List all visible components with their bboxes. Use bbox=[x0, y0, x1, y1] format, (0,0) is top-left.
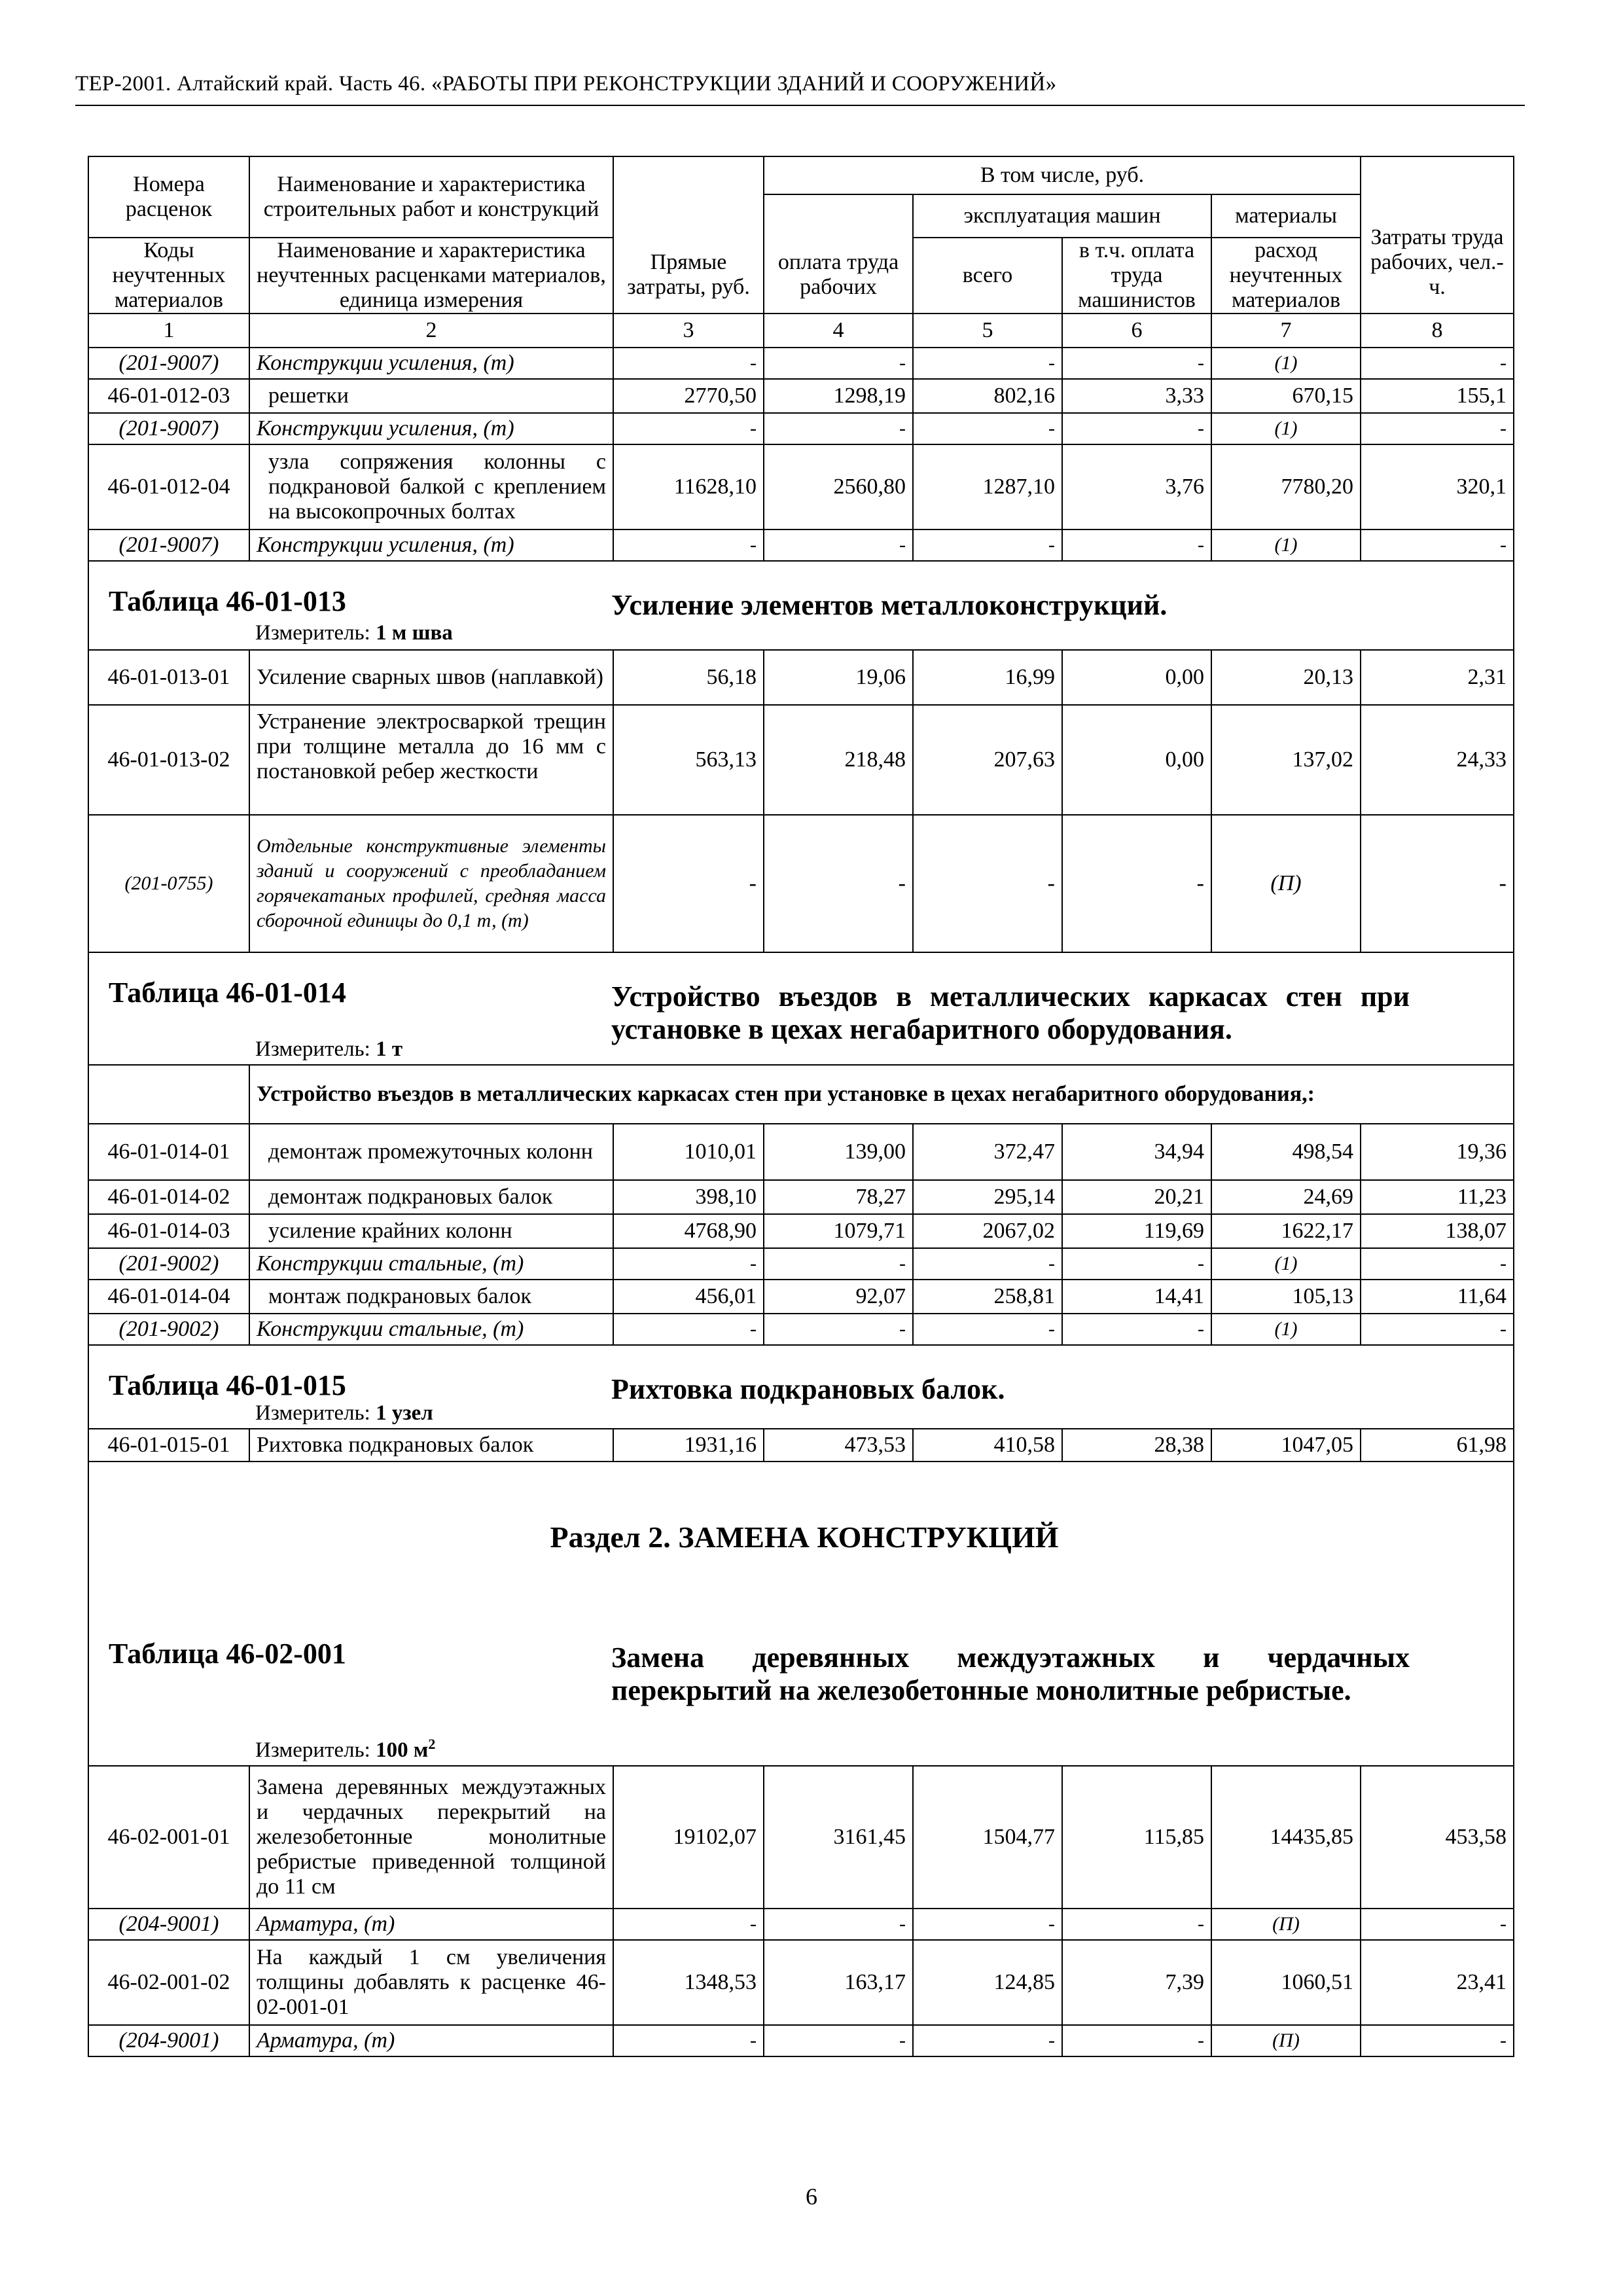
cell: - bbox=[1062, 1909, 1211, 1940]
material-code: (201-9007) bbox=[88, 529, 249, 561]
cell: - bbox=[1062, 1314, 1211, 1345]
cell: (П) bbox=[1211, 2025, 1361, 2056]
section-row bbox=[88, 1462, 1514, 1766]
cell: - bbox=[1361, 1909, 1514, 1940]
cell: 372,47 bbox=[913, 1124, 1062, 1180]
material-row bbox=[88, 348, 1514, 379]
col2-top-header: Наименование и характеристика строительных работ и конструкций bbox=[249, 156, 613, 238]
table-title-row bbox=[88, 561, 1514, 650]
col6-header: в т.ч. оплата труда машинистов bbox=[1062, 238, 1211, 314]
cell: 105,13 bbox=[1211, 1280, 1361, 1314]
cell: - bbox=[764, 2025, 913, 2056]
cell: 24,69 bbox=[1211, 1180, 1361, 1214]
cell: 320,1 bbox=[1361, 444, 1514, 529]
material-row bbox=[88, 1909, 1514, 1940]
column-number-row bbox=[88, 314, 1514, 348]
cell: 11,23 bbox=[1361, 1180, 1514, 1214]
rate-row bbox=[88, 1124, 1514, 1180]
unit-value: 1 узел bbox=[376, 1401, 433, 1425]
material-name: Конструкции усиления, (т) bbox=[249, 413, 613, 444]
rate-code: 46-01-013-02 bbox=[88, 705, 249, 815]
column-number: 6 bbox=[1062, 314, 1211, 348]
rate-name: Устранение электросваркой трещин при толщине металла до 16 мм с постановкой ребер жесткости bbox=[249, 705, 613, 815]
cell: 61,98 bbox=[1361, 1429, 1514, 1462]
cell: - bbox=[764, 348, 913, 379]
cell: - bbox=[1361, 1314, 1514, 1345]
col2-bottom-header: Наименование и характеристика неучтенных расценками материалов, единица измерения bbox=[249, 238, 613, 314]
cell: 92,07 bbox=[764, 1280, 913, 1314]
rate-row bbox=[88, 1280, 1514, 1314]
cell: - bbox=[1062, 2025, 1211, 2056]
rate-name: монтаж подкрановых балок bbox=[249, 1280, 613, 1314]
cell: - bbox=[1361, 815, 1514, 952]
column-number: 4 bbox=[764, 314, 913, 348]
material-name: Конструкции усиления, (т) bbox=[249, 348, 613, 379]
cell: - bbox=[613, 1248, 764, 1280]
col5-header: всего bbox=[913, 238, 1062, 314]
material-name: Арматура, (т) bbox=[249, 2025, 613, 2056]
rate-code: 46-02-001-02 bbox=[88, 1940, 249, 2025]
cell: - bbox=[764, 1248, 913, 1280]
table-label: Таблица 46-01-014 bbox=[109, 977, 346, 1009]
material-row bbox=[88, 815, 1514, 952]
cell: - bbox=[613, 2025, 764, 2056]
unit-value: 1 т bbox=[376, 1037, 403, 1061]
cell: 19,06 bbox=[764, 650, 913, 705]
rate-name: Рихтовка подкрановых балок bbox=[249, 1429, 613, 1462]
rate-name: узла сопряжения колонны с подкрановой балкой с креплением на высокопрочных болтах bbox=[249, 444, 613, 529]
cell: 2560,80 bbox=[764, 444, 913, 529]
cell: 23,41 bbox=[1361, 1940, 1514, 2025]
rate-name: усиление крайних колонн bbox=[249, 1214, 613, 1248]
cell: 218,48 bbox=[764, 705, 913, 815]
unit-value-text: 100 м bbox=[376, 1738, 429, 1762]
table-label: Таблица 46-02-001 bbox=[109, 1638, 346, 1670]
cell: (1) bbox=[1211, 529, 1361, 561]
table-title-row bbox=[88, 1345, 1514, 1429]
cell: 473,53 bbox=[764, 1429, 913, 1462]
cell: - bbox=[913, 1248, 1062, 1280]
column-number: 1 bbox=[88, 314, 249, 348]
material-row bbox=[88, 413, 1514, 444]
material-code: (201-0755) bbox=[88, 815, 249, 952]
cell: 2770,50 bbox=[613, 379, 764, 413]
unit-label: Измеритель: bbox=[255, 1037, 370, 1061]
cell: 1504,77 bbox=[913, 1766, 1062, 1909]
cell: - bbox=[1361, 1248, 1514, 1280]
material-code: (201-9002) bbox=[88, 1314, 249, 1345]
cell: - bbox=[913, 348, 1062, 379]
cell: 1047,05 bbox=[1211, 1429, 1361, 1462]
cell: 802,16 bbox=[913, 379, 1062, 413]
cell: 1060,51 bbox=[1211, 1940, 1361, 2025]
material-row bbox=[88, 1248, 1514, 1280]
cell: 0,00 bbox=[1062, 705, 1211, 815]
material-name: Конструкции стальные, (т) bbox=[249, 1314, 613, 1345]
cell: (П) bbox=[1211, 815, 1361, 952]
table-title: Устройство въездов в металлических каркасах стен при установке в цехах негабаритного оборудования. bbox=[611, 980, 1410, 1045]
cell: 1010,01 bbox=[613, 1124, 764, 1180]
cell: 155,1 bbox=[1361, 379, 1514, 413]
unit-superscript: 2 bbox=[428, 1736, 436, 1752]
column-number: 3 bbox=[613, 314, 764, 348]
cell: - bbox=[764, 413, 913, 444]
cell: - bbox=[764, 1314, 913, 1345]
rate-code: 46-01-013-01 bbox=[88, 650, 249, 705]
empty-cell bbox=[88, 1065, 249, 1124]
material-row bbox=[88, 1314, 1514, 1345]
cell: 1348,53 bbox=[613, 1940, 764, 2025]
rate-code: 46-01-014-01 bbox=[88, 1124, 249, 1180]
cell: (1) bbox=[1211, 348, 1361, 379]
unit-line bbox=[109, 1401, 611, 1426]
rate-row bbox=[88, 1180, 1514, 1214]
cell: 19102,07 bbox=[613, 1766, 764, 1909]
material-name: Конструкции стальные, (т) bbox=[249, 1248, 613, 1280]
unit-value: 1 м шва bbox=[376, 621, 453, 645]
cell: 398,10 bbox=[613, 1180, 764, 1214]
cell: 7780,20 bbox=[1211, 444, 1361, 529]
cell: 1931,16 bbox=[613, 1429, 764, 1462]
unit-line bbox=[109, 1732, 611, 1763]
cell: 28,38 bbox=[1062, 1429, 1211, 1462]
cell: 3,33 bbox=[1062, 379, 1211, 413]
cell: 163,17 bbox=[764, 1940, 913, 2025]
rate-row bbox=[88, 1940, 1514, 2025]
section-title: Раздел 2. ЗАМЕНА КОНСТРУКЦИЙ bbox=[550, 1520, 1059, 1554]
cell: 0,00 bbox=[1062, 650, 1211, 705]
rate-name: Замена деревянных междуэтажных и чердачных перекрытий на железобетонные монолитные ребристые приведенной толщиной до 11 см bbox=[249, 1766, 613, 1909]
cell: - bbox=[913, 1909, 1062, 1940]
material-row bbox=[88, 529, 1514, 561]
table-title-row bbox=[88, 952, 1514, 1065]
cell: 14435,85 bbox=[1211, 1766, 1361, 1909]
rate-row bbox=[88, 650, 1514, 705]
cell: 207,63 bbox=[913, 705, 1062, 815]
cell: - bbox=[613, 529, 764, 561]
cell: 258,81 bbox=[913, 1280, 1062, 1314]
cell: 56,18 bbox=[613, 650, 764, 705]
cell: - bbox=[1062, 529, 1211, 561]
cell: 563,13 bbox=[613, 705, 764, 815]
unit-label: Измеритель: bbox=[255, 621, 370, 645]
cell: 138,07 bbox=[1361, 1214, 1514, 1248]
cell: - bbox=[613, 1314, 764, 1345]
unit-label: Измеритель: bbox=[255, 1738, 370, 1762]
unit-line bbox=[109, 1037, 611, 1062]
table-title: Замена деревянных междуэтажных и чердачных перекрытий на железобетонные монолитные ребристые. bbox=[611, 1641, 1410, 1706]
material-code: (201-9007) bbox=[88, 348, 249, 379]
col8-header: Затраты труда рабочих, чел.-ч. bbox=[1361, 156, 1514, 314]
cell: (1) bbox=[1211, 413, 1361, 444]
cell: 20,13 bbox=[1211, 650, 1361, 705]
column-number: 5 bbox=[913, 314, 1062, 348]
including-header: В том числе, руб. bbox=[764, 156, 1361, 194]
rate-row bbox=[88, 1214, 1514, 1248]
cell: 124,85 bbox=[913, 1940, 1062, 2025]
rate-name: демонтаж промежуточных колонн bbox=[249, 1124, 613, 1180]
cell: 2,31 bbox=[1361, 650, 1514, 705]
cell: - bbox=[1361, 2025, 1514, 2056]
table-title: Усиление элементов металлоконструкций. bbox=[611, 589, 1168, 621]
material-code: (201-9007) bbox=[88, 413, 249, 444]
col1-top-header: Номера расценок bbox=[88, 156, 249, 238]
cell: - bbox=[613, 413, 764, 444]
cell: 498,54 bbox=[1211, 1124, 1361, 1180]
cell: 1287,10 bbox=[913, 444, 1062, 529]
cell: 119,69 bbox=[1062, 1214, 1211, 1248]
rate-name: На каждый 1 см увеличения толщины добавлять к расценке 46-02-001-01 bbox=[249, 1940, 613, 2025]
cell: - bbox=[764, 529, 913, 561]
cell: 7,39 bbox=[1062, 1940, 1211, 2025]
cell: 3161,45 bbox=[764, 1766, 913, 1909]
cell: 137,02 bbox=[1211, 705, 1361, 815]
cell: 34,94 bbox=[1062, 1124, 1211, 1180]
cell: 11628,10 bbox=[613, 444, 764, 529]
cell: - bbox=[1062, 815, 1211, 952]
material-name: Отдельные конструктивные элементы зданий и сооружений с преобладанием горячекатаных профилей, средняя масса сборочной единицы до 0,1 т, (т) bbox=[249, 815, 613, 952]
cell: (П) bbox=[1211, 1909, 1361, 1940]
rate-row bbox=[88, 1766, 1514, 1909]
rate-row bbox=[88, 705, 1514, 815]
cell: - bbox=[613, 348, 764, 379]
cell: - bbox=[764, 1909, 913, 1940]
cell: - bbox=[913, 815, 1062, 952]
rate-code: 46-01-014-03 bbox=[88, 1214, 249, 1248]
cell: - bbox=[764, 815, 913, 952]
cell: 2067,02 bbox=[913, 1214, 1062, 1248]
rates-table bbox=[88, 156, 1514, 2057]
group-title: Устройство въездов в металлических каркасах стен при установке в цехах негабаритного оборудования,: bbox=[249, 1065, 1514, 1124]
cell: 20,21 bbox=[1062, 1180, 1211, 1214]
cell: 24,33 bbox=[1361, 705, 1514, 815]
group-row bbox=[88, 1065, 1514, 1124]
page-number: 6 bbox=[806, 2183, 817, 2210]
col1-bottom-header: Коды неучтенных материалов bbox=[88, 238, 249, 314]
col3-header: Прямые затраты, руб. bbox=[613, 156, 764, 314]
cell: 3,76 bbox=[1062, 444, 1211, 529]
cell: 1298,19 bbox=[764, 379, 913, 413]
cell: - bbox=[1361, 413, 1514, 444]
materials-header: материалы bbox=[1211, 194, 1361, 238]
cell: 115,85 bbox=[1062, 1766, 1211, 1909]
cell: - bbox=[1361, 348, 1514, 379]
cell: - bbox=[1361, 529, 1514, 561]
column-number: 2 bbox=[249, 314, 613, 348]
cell: - bbox=[913, 1314, 1062, 1345]
cell: 11,64 bbox=[1361, 1280, 1514, 1314]
table-label: Таблица 46-01-013 bbox=[109, 585, 346, 617]
cell: 16,99 bbox=[913, 650, 1062, 705]
cell: 453,58 bbox=[1361, 1766, 1514, 1909]
cell: 670,15 bbox=[1211, 379, 1361, 413]
rate-name: Усиление сварных швов (наплавкой) bbox=[249, 650, 613, 705]
rate-name: демонтаж подкрановых балок bbox=[249, 1180, 613, 1214]
material-name: Арматура, (т) bbox=[249, 1909, 613, 1940]
cell: - bbox=[1062, 413, 1211, 444]
rate-code: 46-01-012-03 bbox=[88, 379, 249, 413]
rate-code: 46-02-001-01 bbox=[88, 1766, 249, 1909]
cell: - bbox=[913, 413, 1062, 444]
rate-code: 46-01-012-04 bbox=[88, 444, 249, 529]
cell: 1079,71 bbox=[764, 1214, 913, 1248]
material-name: Конструкции усиления, (т) bbox=[249, 529, 613, 561]
cell: - bbox=[1062, 348, 1211, 379]
column-number: 7 bbox=[1211, 314, 1361, 348]
rate-code: 46-01-015-01 bbox=[88, 1429, 249, 1462]
cell: - bbox=[613, 1909, 764, 1940]
cell: (1) bbox=[1211, 1314, 1361, 1345]
cell: 14,41 bbox=[1062, 1280, 1211, 1314]
cell: 139,00 bbox=[764, 1124, 913, 1180]
unit-value bbox=[376, 1738, 435, 1762]
rate-name: решетки bbox=[249, 379, 613, 413]
cell: 410,58 bbox=[913, 1429, 1062, 1462]
rate-code: 46-01-014-04 bbox=[88, 1280, 249, 1314]
machines-header: эксплуатация машин bbox=[913, 194, 1211, 238]
col4-header: оплата труда рабочих bbox=[764, 194, 913, 314]
material-row bbox=[88, 2025, 1514, 2056]
material-code: (204-9001) bbox=[88, 2025, 249, 2056]
cell: 1622,17 bbox=[1211, 1214, 1361, 1248]
column-number: 8 bbox=[1361, 314, 1514, 348]
cell: 4768,90 bbox=[613, 1214, 764, 1248]
table-label: Таблица 46-01-015 bbox=[109, 1369, 346, 1401]
table-title: Рихтовка подкрановых балок. bbox=[611, 1373, 1005, 1405]
page-header: ТЕР-2001. Алтайский край. Часть 46. «РАБОТЫ ПРИ РЕКОНСТРУКЦИИ ЗДАНИЙ И СООРУЖЕНИЙ» bbox=[75, 72, 1057, 96]
cell: 78,27 bbox=[764, 1180, 913, 1214]
material-code: (201-9002) bbox=[88, 1248, 249, 1280]
unit-label: Измеритель: bbox=[255, 1401, 370, 1425]
cell: 19,36 bbox=[1361, 1124, 1514, 1180]
cell: 456,01 bbox=[613, 1280, 764, 1314]
material-code: (204-9001) bbox=[88, 1909, 249, 1940]
col7-header: расход неучтенных материалов bbox=[1211, 238, 1361, 314]
header-divider bbox=[75, 105, 1525, 106]
cell: (1) bbox=[1211, 1248, 1361, 1280]
cell: - bbox=[913, 2025, 1062, 2056]
rate-row bbox=[88, 1429, 1514, 1462]
rate-code: 46-01-014-02 bbox=[88, 1180, 249, 1214]
rate-row bbox=[88, 379, 1514, 413]
rate-row bbox=[88, 444, 1514, 529]
cell: - bbox=[913, 529, 1062, 561]
cell: - bbox=[1062, 1248, 1211, 1280]
unit-line bbox=[109, 620, 611, 645]
cell: - bbox=[613, 815, 764, 952]
cell: 295,14 bbox=[913, 1180, 1062, 1214]
